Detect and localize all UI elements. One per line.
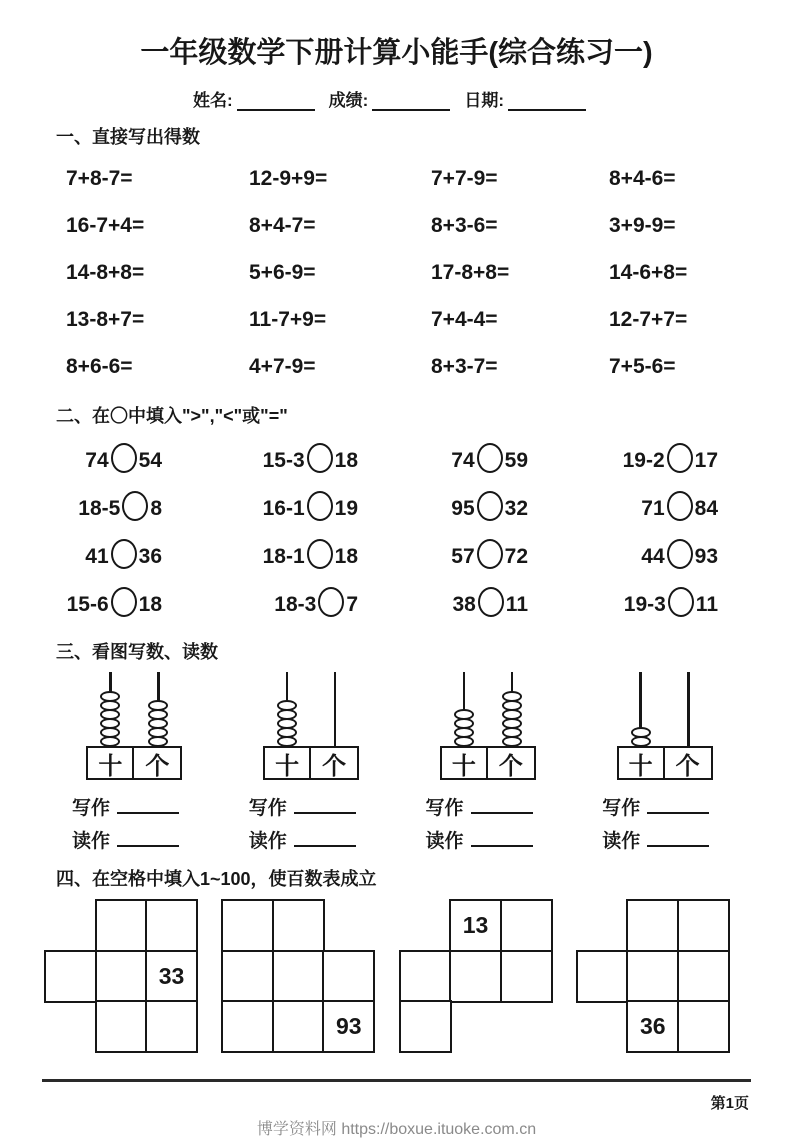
comparison-right: 72 bbox=[504, 545, 528, 568]
page-number: 第1页 bbox=[710, 1095, 749, 1112]
read-blank bbox=[471, 831, 533, 847]
comparison-left: 15-6 bbox=[66, 593, 109, 616]
footer-divider bbox=[42, 1079, 751, 1082]
calc-problem: 12-9+9= bbox=[249, 166, 328, 190]
grid-cell-empty bbox=[95, 899, 148, 952]
section1-heading: 一、直接写出得数 bbox=[56, 127, 200, 147]
grid-cell-empty bbox=[272, 1000, 325, 1053]
calc-problem: 7+7-9= bbox=[431, 166, 498, 190]
calc-problem: 8+4-7= bbox=[249, 213, 316, 237]
number-grid bbox=[399, 899, 552, 1056]
rod-stick bbox=[334, 672, 337, 746]
comparison-circle-icon bbox=[667, 539, 693, 569]
calc-problem: 7+4-4= bbox=[431, 307, 498, 331]
calc-problem: 8+6-6= bbox=[66, 354, 133, 378]
site-credit: 博学资料网 https://boxue.ituoke.com.cn bbox=[256, 1121, 537, 1138]
abacus bbox=[440, 672, 536, 780]
abacus bbox=[86, 672, 182, 780]
comparison-right: 93 bbox=[694, 545, 718, 568]
grid-cell-empty bbox=[399, 950, 452, 1003]
grid-cell-empty bbox=[500, 899, 553, 952]
calc-problem: 3+9-9= bbox=[609, 213, 676, 237]
read-label: 读作 bbox=[248, 831, 287, 852]
section1-problems bbox=[66, 155, 753, 390]
calc-problem: 17-8+8= bbox=[431, 260, 510, 284]
grid-cell-empty bbox=[677, 950, 730, 1003]
calc-problem: 14-8+8= bbox=[66, 260, 145, 284]
comparison-right: 11 bbox=[505, 593, 528, 616]
name-blank bbox=[237, 93, 315, 111]
comparison-circle-icon bbox=[307, 443, 333, 473]
grid-cell-empty bbox=[95, 950, 148, 1003]
abacus bbox=[617, 672, 713, 780]
comparison-left: 41 bbox=[85, 545, 109, 568]
comparison-right: 11 bbox=[695, 593, 718, 616]
calc-problem: 8+4-6= bbox=[609, 166, 676, 190]
calc-problem: 8+3-6= bbox=[431, 213, 498, 237]
grid-cell-empty bbox=[626, 950, 679, 1003]
read-label: 读作 bbox=[72, 831, 111, 852]
comparison-right: 54 bbox=[138, 449, 162, 472]
comparison-problem bbox=[358, 443, 528, 473]
comparison-circle-icon bbox=[318, 587, 344, 617]
comparison-right: 18 bbox=[334, 449, 358, 472]
comparison-problem bbox=[54, 443, 162, 473]
read-blank bbox=[117, 831, 179, 847]
grid-cell-filled: 33 bbox=[145, 950, 198, 1003]
grid-cell-empty bbox=[272, 899, 325, 952]
date-blank bbox=[508, 93, 586, 111]
comparison-circle-icon bbox=[122, 491, 148, 521]
comparison-circle-icon bbox=[111, 539, 137, 569]
date-label: 日期: bbox=[464, 91, 504, 110]
number-grid bbox=[221, 899, 374, 1056]
calc-problem: 11-7+9= bbox=[249, 307, 327, 331]
comparison-circle-icon bbox=[477, 539, 503, 569]
score-label: 成绩: bbox=[328, 91, 369, 110]
ones-cell: 个 bbox=[134, 746, 182, 780]
comparison-problem bbox=[528, 443, 718, 473]
section3-figures bbox=[46, 672, 753, 853]
abacus-ones-rod bbox=[677, 672, 701, 746]
calc-problem: 8+3-7= bbox=[431, 354, 498, 378]
grid-cell-filled: 93 bbox=[322, 1000, 375, 1053]
comparison-problem bbox=[528, 539, 718, 569]
abacus-tens-rod bbox=[629, 672, 653, 746]
write-label: 写作 bbox=[72, 798, 111, 819]
section4-grids bbox=[44, 899, 753, 1059]
header-fields bbox=[40, 86, 753, 111]
tens-cell: 十 bbox=[440, 746, 488, 780]
comparison-left: 18-3 bbox=[274, 593, 317, 616]
write-blank bbox=[647, 798, 709, 814]
section2-heading: 二、在〇中填入">","<"或"=" bbox=[56, 406, 288, 426]
comparison-circle-icon bbox=[307, 491, 333, 521]
comparison-right: 59 bbox=[504, 449, 528, 472]
tens-cell: 十 bbox=[86, 746, 134, 780]
abacus-tens-rod bbox=[98, 672, 122, 746]
comparison-problem bbox=[162, 539, 358, 569]
abacus-tens-rod bbox=[452, 672, 476, 746]
comparison-problem bbox=[162, 587, 358, 617]
abacus-bead bbox=[100, 736, 120, 747]
grid-cell-empty bbox=[221, 1000, 274, 1053]
comparison-right: 7 bbox=[346, 593, 358, 616]
comparison-right: 84 bbox=[694, 497, 718, 520]
comparison-left: 71 bbox=[641, 497, 665, 520]
abacus-bead bbox=[454, 736, 474, 747]
read-label: 读作 bbox=[425, 831, 464, 852]
write-blank bbox=[294, 798, 356, 814]
comparison-left: 44 bbox=[641, 545, 665, 568]
comparison-circle-icon bbox=[307, 539, 333, 569]
comparison-left: 19-2 bbox=[622, 449, 665, 472]
calc-problem: 12-7+7= bbox=[609, 307, 688, 331]
section2-problems bbox=[54, 434, 753, 626]
grid-cell-filled: 13 bbox=[449, 899, 502, 952]
abacus-ones-rod bbox=[146, 672, 170, 746]
comparison-right: 19 bbox=[334, 497, 358, 520]
write-label: 写作 bbox=[248, 798, 287, 819]
grid-cell-empty bbox=[145, 1000, 198, 1053]
comparison-left: 95 bbox=[451, 497, 475, 520]
comparison-circle-icon bbox=[478, 587, 504, 617]
abacus-bead bbox=[148, 736, 168, 747]
grid-cell-empty bbox=[44, 950, 97, 1003]
comparison-problem bbox=[162, 491, 358, 521]
grid-cell-empty bbox=[626, 899, 679, 952]
figure-column bbox=[400, 672, 577, 853]
tens-cell: 十 bbox=[263, 746, 311, 780]
comparison-problem bbox=[528, 587, 718, 617]
comparison-right: 17 bbox=[694, 449, 718, 472]
comparison-circle-icon bbox=[667, 443, 693, 473]
comparison-left: 16-1 bbox=[262, 497, 305, 520]
ones-cell: 个 bbox=[488, 746, 536, 780]
grid-cell-empty bbox=[399, 1000, 452, 1053]
ones-cell: 个 bbox=[311, 746, 359, 780]
read-blank bbox=[647, 831, 709, 847]
abacus-ones-rod bbox=[500, 672, 524, 746]
calc-problem: 7+8-7= bbox=[66, 166, 133, 190]
comparison-problem bbox=[162, 443, 358, 473]
comparison-right: 18 bbox=[138, 593, 162, 616]
grid-cell-empty bbox=[677, 1000, 730, 1053]
write-blank bbox=[117, 798, 179, 814]
grid-cell-empty bbox=[322, 950, 375, 1003]
read-label: 读作 bbox=[602, 831, 641, 852]
write-label: 写作 bbox=[425, 798, 464, 819]
page-title: 一年级数学下册计算小能手(综合练习一) bbox=[140, 37, 653, 69]
comparison-problem bbox=[54, 587, 162, 617]
comparison-circle-icon bbox=[477, 443, 503, 473]
grid-cell-empty bbox=[272, 950, 325, 1003]
abacus-bead bbox=[631, 736, 651, 747]
abacus bbox=[263, 672, 359, 780]
grid-cell-empty bbox=[576, 950, 629, 1003]
comparison-problem bbox=[358, 491, 528, 521]
comparison-right: 18 bbox=[334, 545, 358, 568]
comparison-circle-icon bbox=[668, 587, 694, 617]
comparison-left: 74 bbox=[451, 449, 475, 472]
abacus-bead bbox=[502, 736, 522, 747]
figure-column bbox=[46, 672, 223, 853]
calc-problem: 16-7+4= bbox=[66, 213, 145, 237]
calc-problem: 4+7-9= bbox=[249, 354, 316, 378]
comparison-left: 18-1 bbox=[262, 545, 305, 568]
comparison-circle-icon bbox=[111, 587, 137, 617]
ones-cell: 个 bbox=[665, 746, 713, 780]
comparison-problem bbox=[54, 491, 162, 521]
calc-problem: 7+5-6= bbox=[609, 354, 676, 378]
write-label: 写作 bbox=[602, 798, 641, 819]
comparison-left: 18-5 bbox=[78, 497, 121, 520]
comparison-problem bbox=[358, 587, 528, 617]
tens-cell: 十 bbox=[617, 746, 665, 780]
abacus-tens-rod bbox=[275, 672, 299, 746]
calc-problem: 5+6-9= bbox=[249, 260, 316, 284]
comparison-right: 32 bbox=[504, 497, 528, 520]
abacus-bead bbox=[277, 736, 297, 747]
comparison-circle-icon bbox=[111, 443, 137, 473]
calc-problem: 14-6+8= bbox=[609, 260, 688, 284]
number-grid bbox=[44, 899, 197, 1056]
grid-cell-empty bbox=[145, 899, 198, 952]
grid-cell-empty bbox=[221, 899, 274, 952]
comparison-circle-icon bbox=[477, 491, 503, 521]
comparison-left: 15-3 bbox=[262, 449, 305, 472]
comparison-left: 38 bbox=[452, 593, 476, 616]
abacus-ones-rod bbox=[323, 672, 347, 746]
grid-cell-filled: 36 bbox=[626, 1000, 679, 1053]
figure-column bbox=[223, 672, 400, 853]
figure-column bbox=[576, 672, 753, 853]
calc-problem: 13-8+7= bbox=[66, 307, 145, 331]
comparison-problem bbox=[54, 539, 162, 569]
grid-cell-empty bbox=[500, 950, 553, 1003]
comparison-left: 74 bbox=[85, 449, 109, 472]
number-grid bbox=[576, 899, 729, 1056]
comparison-right: 8 bbox=[150, 497, 162, 520]
section4-heading: 四、在空格中填入1~100，使百数表成立 bbox=[56, 869, 377, 889]
grid-cell-empty bbox=[677, 899, 730, 952]
grid-cell-empty bbox=[449, 950, 502, 1003]
section3-heading: 三、看图写数、读数 bbox=[56, 642, 218, 662]
grid-cell-empty bbox=[221, 950, 274, 1003]
name-label: 姓名: bbox=[192, 91, 233, 110]
write-blank bbox=[471, 798, 533, 814]
read-blank bbox=[294, 831, 356, 847]
comparison-problem bbox=[358, 539, 528, 569]
comparison-left: 57 bbox=[451, 545, 475, 568]
comparison-problem bbox=[528, 491, 718, 521]
comparison-left: 19-3 bbox=[623, 593, 666, 616]
grid-cell-empty bbox=[95, 1000, 148, 1053]
rod-stick bbox=[687, 672, 690, 746]
comparison-right: 36 bbox=[138, 545, 162, 568]
comparison-circle-icon bbox=[667, 491, 693, 521]
score-blank bbox=[372, 93, 450, 111]
